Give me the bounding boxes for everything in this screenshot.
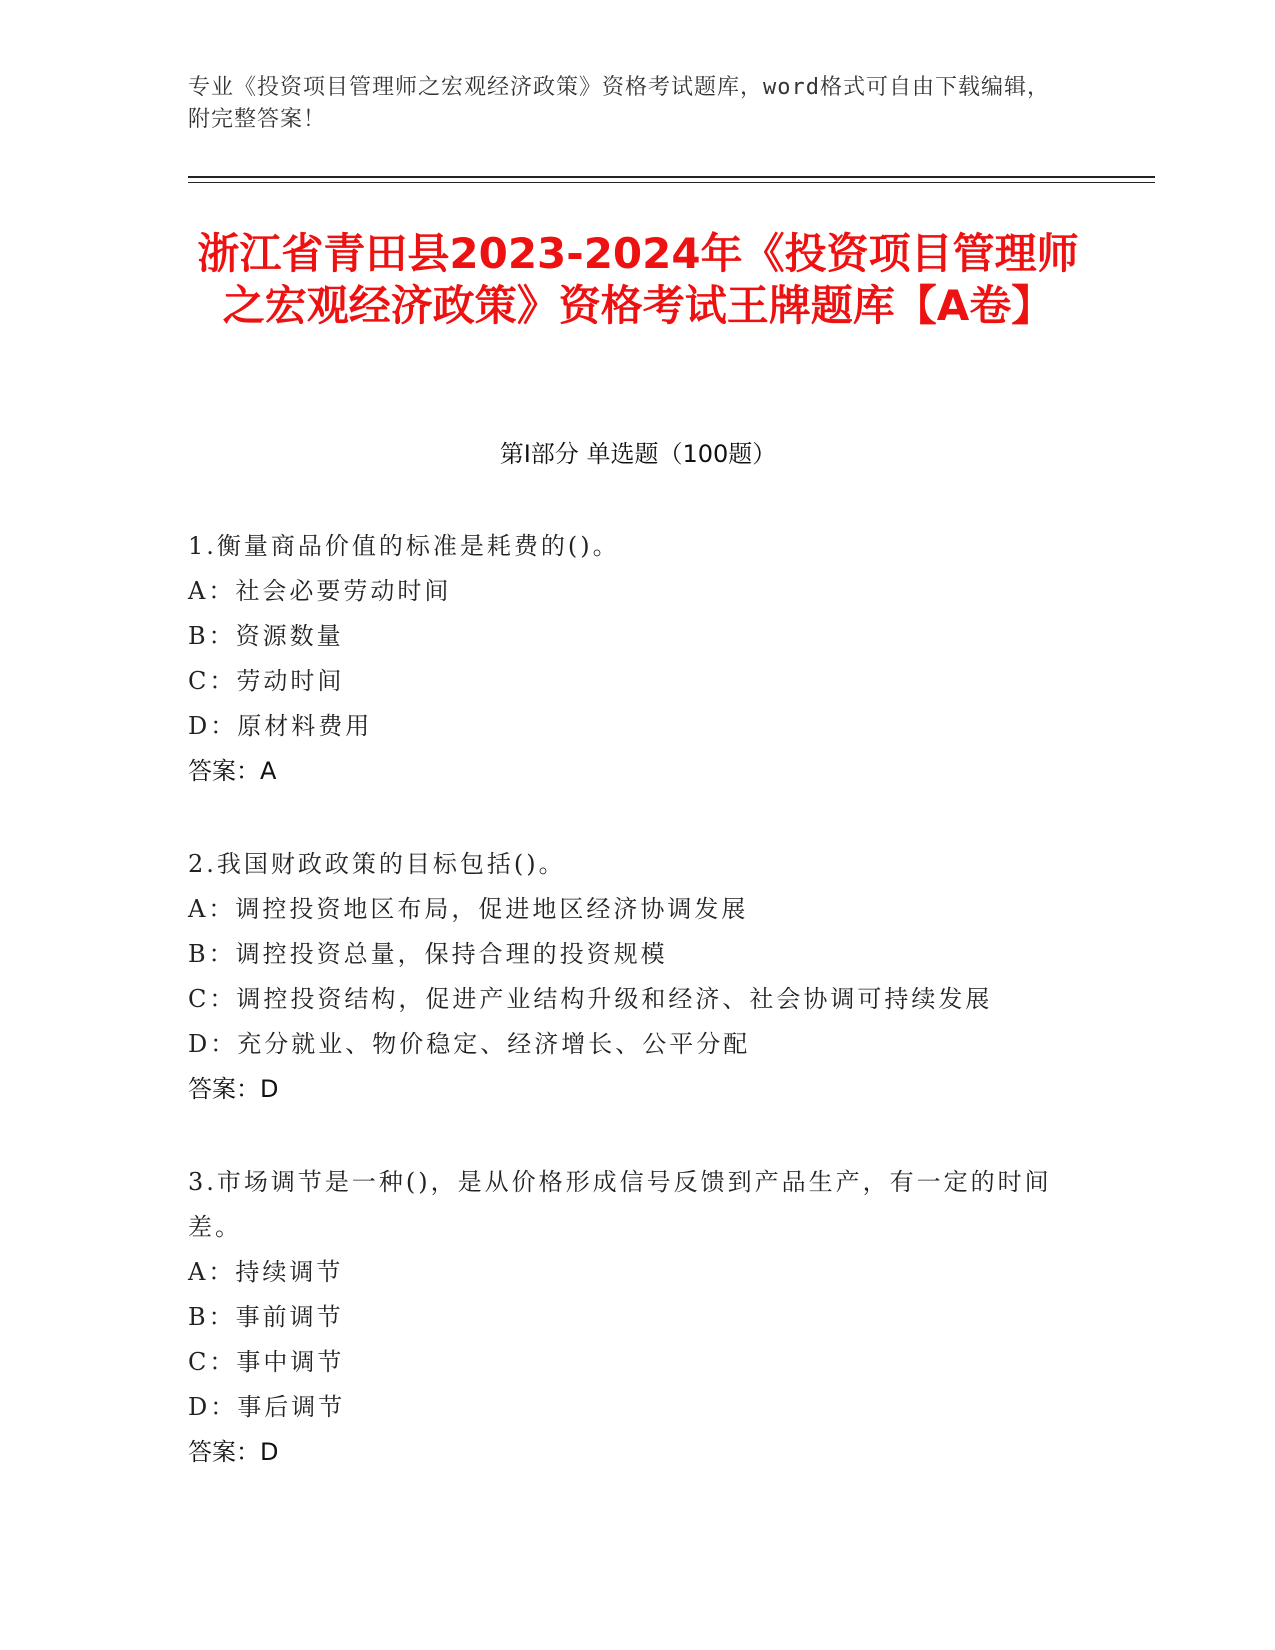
option-b: B：资源数量	[188, 622, 344, 650]
option-a: A：社会必要劳动时间	[188, 577, 452, 605]
question-3	[188, 1160, 1088, 1475]
question-1	[188, 524, 1088, 794]
question-text: 2.我国财政政策的目标包括()。	[188, 850, 566, 878]
question-text: 3.市场调节是一种()，是从价格形成信号反馈到产品生产，有一定的时间差。	[188, 1168, 1052, 1241]
header-rule-thin	[188, 182, 1155, 183]
document-title: 浙江省青田县2023-2024年《投资项目管理师之宏观经济政策》资格考试王牌题库【A卷】	[197, 229, 1079, 330]
header-note: 专业《投资项目管理师之宏观经济政策》资格考试题库，word格式可自由下载编辑，附完整答案！	[188, 75, 1050, 132]
option-c: C：劳动时间	[188, 667, 345, 695]
option-a: A：持续调节	[188, 1258, 344, 1286]
option-d: D：充分就业、物价稳定、经济增长、公平分配	[188, 1030, 751, 1058]
option-d: D：事后调节	[188, 1393, 346, 1421]
option-b: B：事前调节	[188, 1303, 344, 1331]
question-text: 1.衡量商品价值的标准是耗费的()。	[188, 532, 620, 560]
option-c: C：调控投资结构，促进产业结构升级和经济、社会协调可持续发展	[188, 985, 993, 1013]
option-c: C：事中调节	[188, 1348, 345, 1376]
option-a: A：调控投资地区布局，促进地区经济协调发展	[188, 895, 749, 923]
section-title: 第I部分 单选题（100题）	[499, 440, 777, 468]
option-b: B：调控投资总量，保持合理的投资规模	[188, 940, 668, 968]
answer: 答案：D	[188, 1075, 279, 1103]
header-rule-thick	[188, 176, 1155, 178]
answer: 答案：D	[188, 1438, 279, 1466]
answer: 答案：A	[188, 757, 277, 785]
option-d: D：原材料费用	[188, 712, 373, 740]
question-2	[188, 842, 1088, 1112]
